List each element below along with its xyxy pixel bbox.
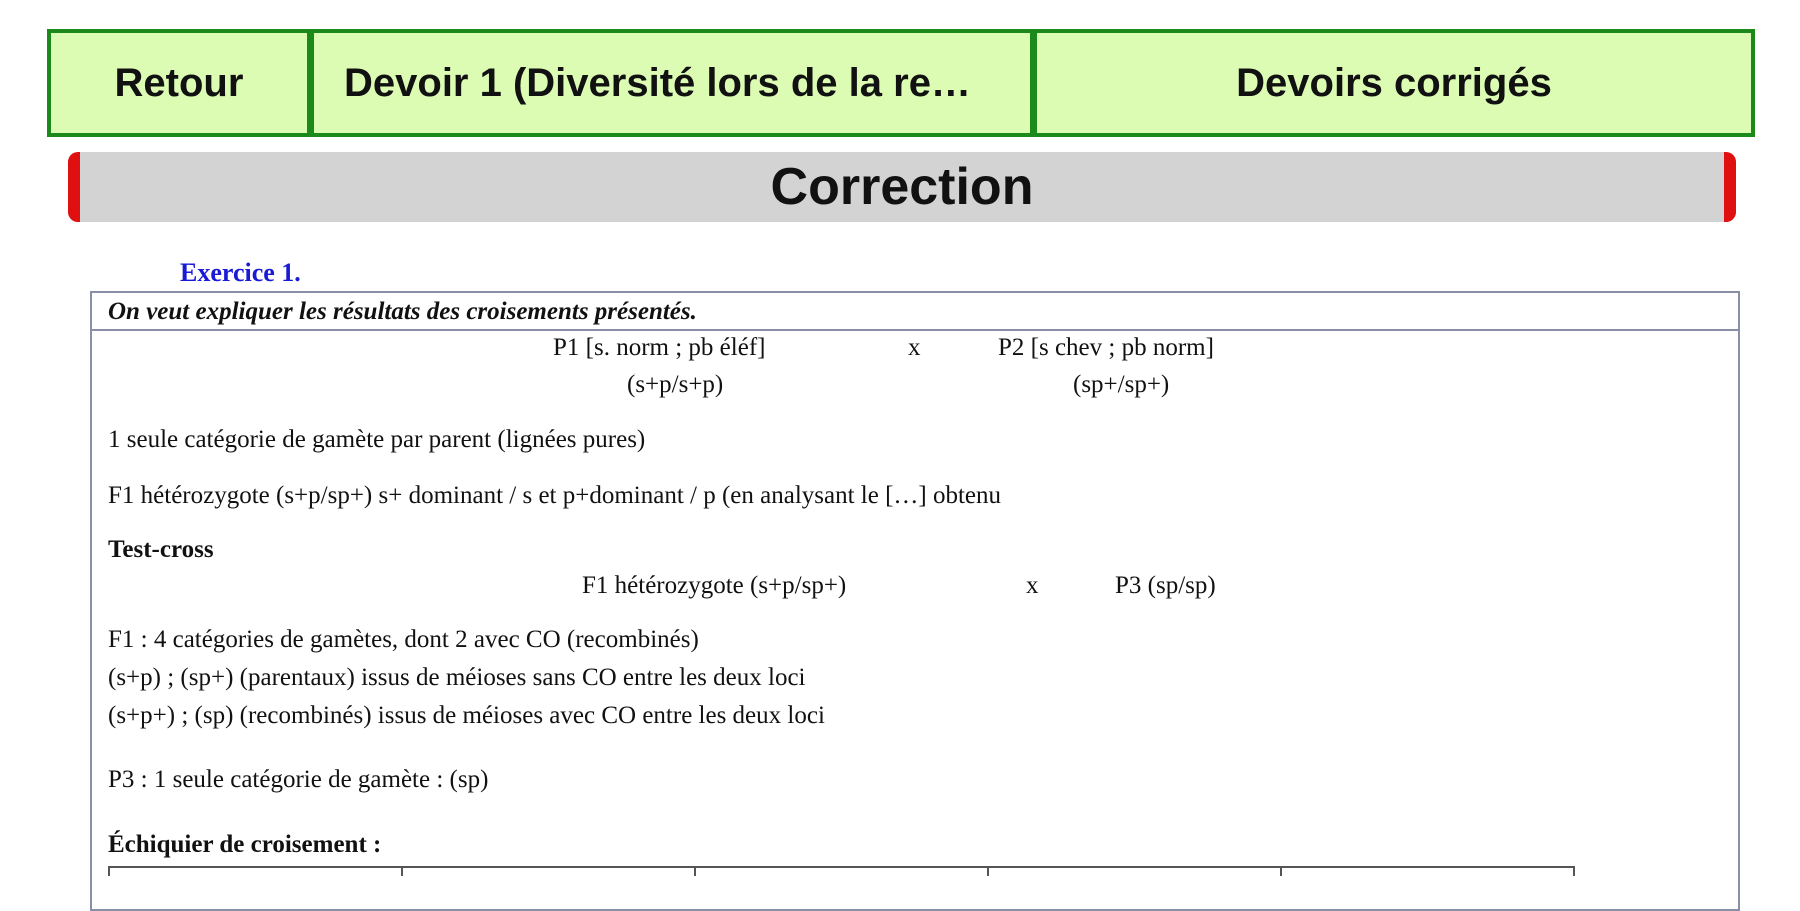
checkerboard-divider	[108, 866, 110, 876]
checkerboard-divider	[694, 866, 696, 876]
cross1-p1: P1 [s. norm ; pb éléf]	[553, 334, 766, 361]
cross1-x: x	[908, 334, 921, 361]
checkerboard-table-top	[108, 866, 1574, 868]
checkerboard-divider	[1280, 866, 1282, 876]
exercise-heading: Exercice 1.	[180, 258, 301, 287]
f1-gametes-line-3: (s+p+) ; (sp) (recombinés) issus de méioses avec CO entre les deux loci	[108, 702, 825, 729]
title-bar-right-accent	[1724, 152, 1736, 222]
title-bar-left-accent	[68, 152, 80, 222]
cross2-f1: F1 hétérozygote (s+p/sp+)	[582, 572, 847, 599]
checkerboard-divider	[401, 866, 403, 876]
answer-box	[90, 291, 1740, 911]
corrected-assignments-button[interactable]: Devoirs corrigés	[1033, 29, 1755, 137]
checkerboard-divider	[987, 866, 989, 876]
f1-gametes-line-2: (s+p) ; (sp+) (parentaux) issus de méioses sans CO entre les deux loci	[108, 664, 806, 691]
checkerboard-label: Échiquier de croisement :	[108, 831, 382, 858]
f1-gametes-line-1: F1 : 4 catégories de gamètes, dont 2 avec CO (recombinés)	[108, 626, 699, 653]
cross1-p1-genotype: (s+p/s+p)	[627, 371, 724, 398]
back-button[interactable]: Retour	[47, 29, 311, 137]
p3-gametes-line: P3 : 1 seule catégorie de gamète : (sp)	[108, 766, 489, 793]
gametes-line: 1 seule catégorie de gamète par parent (lignées pures)	[108, 426, 646, 453]
cross1-p2-genotype: (sp+/sp+)	[1073, 371, 1170, 398]
answer-intro: On veut expliquer les résultats des croisements présentés.	[92, 293, 1738, 331]
cross2-p3: P3 (sp/sp)	[1115, 572, 1216, 599]
page-title: Correction	[770, 158, 1034, 216]
cross2-x: x	[1026, 572, 1039, 599]
page-title-bar	[68, 152, 1736, 222]
f1-line: F1 hétérozygote (s+p/sp+) s+ dominant / s et p+dominant / p (en analysant le […] obtenu	[108, 482, 1002, 509]
current-assignment-button[interactable]	[310, 29, 1034, 137]
top-navigation	[47, 29, 1755, 137]
cross1-p2: P2 [s chev ; pb norm]	[998, 334, 1214, 361]
testcross-label: Test-cross	[108, 536, 214, 563]
checkerboard-divider	[1573, 866, 1575, 876]
current-assignment-label: Devoir 1 (Diversité lors de la re…	[344, 60, 971, 105]
